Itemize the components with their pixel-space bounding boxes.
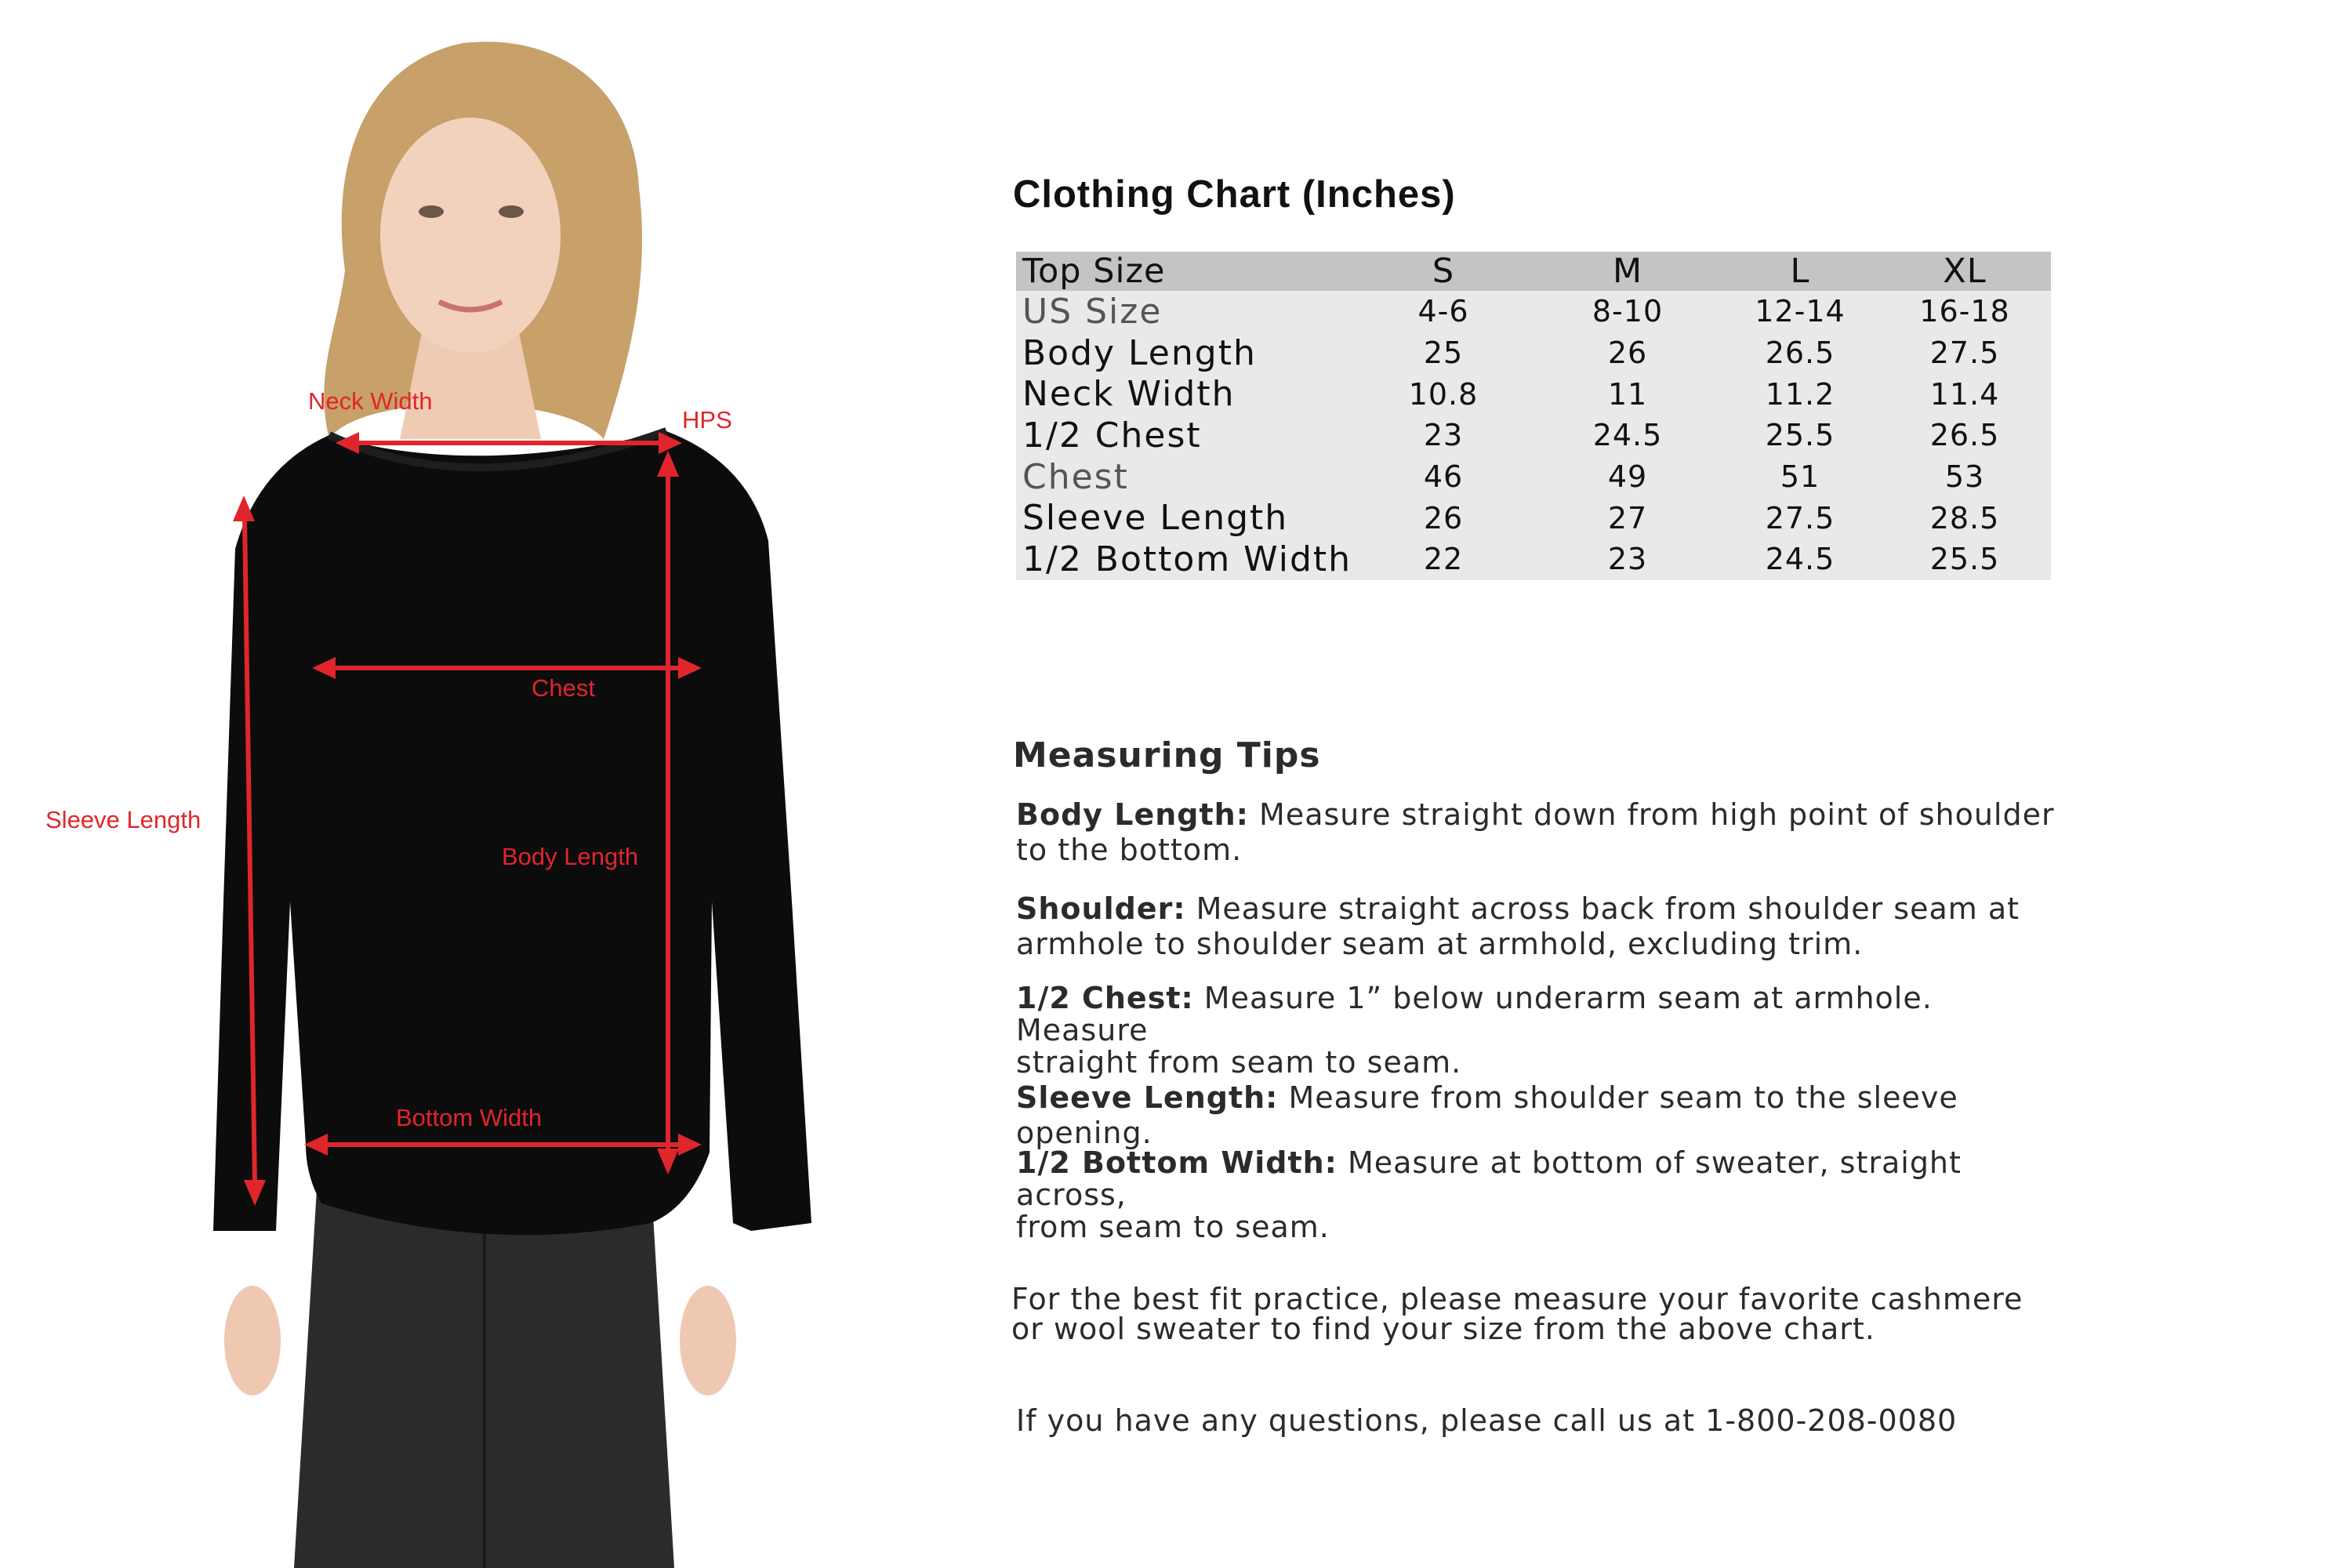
hps-label: HPS <box>682 406 732 434</box>
table-cell: 26 <box>1423 500 1464 535</box>
row-label: Chest <box>1022 456 1129 497</box>
table-cell: 28.5 <box>1929 500 2000 535</box>
table-row <box>1016 497 2051 539</box>
table-row <box>1016 291 2051 332</box>
tip-term: Shoulder: <box>1016 891 1186 926</box>
size-chart-table <box>1016 252 2051 580</box>
row-label: US Size <box>1022 291 1163 332</box>
table-row <box>1016 415 2051 456</box>
table-cell: 16-18 <box>1919 294 2010 329</box>
table-cell: 25.5 <box>1929 542 2000 577</box>
table-cell: 4-6 <box>1417 294 1469 329</box>
table-cell: 51 <box>1780 459 1820 495</box>
table-cell: 24.5 <box>1765 542 1835 577</box>
tip-text: from seam to seam. <box>1016 1210 1330 1244</box>
body-length-label: Body Length <box>502 843 639 870</box>
column-header-label: Top Size <box>1022 252 1166 291</box>
tip-term: Sleeve Length: <box>1016 1080 1279 1115</box>
tip-text: Measure at bottom of sweater, straight across, <box>1016 1145 1962 1212</box>
column-header-size: L <box>1790 252 1810 291</box>
table-cell: 11.4 <box>1929 376 2000 412</box>
tip-body-length <box>1016 797 2067 868</box>
table-cell: 46 <box>1423 459 1464 495</box>
table-cell: 27 <box>1607 500 1648 535</box>
tip-shoulder <box>1016 891 2067 962</box>
bottom-width-label: Bottom Width <box>396 1104 543 1131</box>
table-row <box>1016 539 2051 580</box>
column-header-size: S <box>1432 252 1455 291</box>
fit-note-line: For the best fit practice, please measure your favorite cashmere <box>1011 1282 2024 1316</box>
table-cell: 25.5 <box>1765 418 1835 453</box>
table-cell: 25 <box>1423 336 1464 371</box>
left-hand <box>224 1286 281 1396</box>
face <box>380 118 561 353</box>
tip-text: Measure from shoulder seam to the sleeve opening. <box>1016 1080 1958 1150</box>
column-header-size: XL <box>1943 252 1987 291</box>
tip-term: 1/2 Bottom Width: <box>1016 1145 1338 1180</box>
table-cell: 10.8 <box>1408 376 1479 412</box>
row-label: 1/2 Chest <box>1022 415 1202 456</box>
table-cell: 11.2 <box>1765 376 1835 412</box>
fit-note-line: or wool sweater to find your size from the above chart. <box>1011 1312 1875 1346</box>
contact-note: If you have any questions, please call us at 1-800-208-0080 <box>1016 1403 1958 1438</box>
row-label: Sleeve Length <box>1022 498 1289 539</box>
table-cell: 23 <box>1607 542 1648 577</box>
tip-text: Measure straight across back from shoulder seam at <box>1196 891 2020 926</box>
tip-text: armhole to shoulder seam at armhold, excluding trim. <box>1016 927 1864 961</box>
table-cell: 22 <box>1423 542 1464 577</box>
table-cell: 26 <box>1607 336 1648 371</box>
tip-text: Measure straight down from high point of shoulder <box>1259 797 2055 832</box>
chest-label: Chest <box>532 674 595 702</box>
sleeve-length-label: Sleeve Length <box>45 806 201 833</box>
table-cell: 23 <box>1423 418 1464 453</box>
table-row <box>1016 332 2051 374</box>
table-cell: 53 <box>1944 459 1985 495</box>
tip-text: straight from seam to seam. <box>1016 1045 1462 1080</box>
fit-note <box>1011 1284 2062 1344</box>
tip-term: 1/2 Chest: <box>1016 981 1194 1015</box>
model-figure <box>0 0 964 1568</box>
model-photo-illustration <box>0 0 964 1568</box>
chart-title: Clothing Chart (Inches) <box>1013 173 1456 216</box>
tip-half-chest <box>1016 982 2067 1079</box>
table-cell: 12-14 <box>1755 294 1846 329</box>
tip-half-bottom-width <box>1016 1147 2067 1243</box>
right-hand <box>680 1286 736 1396</box>
table-cell: 26.5 <box>1765 336 1835 371</box>
table-cell: 8-10 <box>1592 294 1664 329</box>
row-label: Neck Width <box>1022 374 1236 415</box>
tip-text: Measure 1” below underarm seam at armhole. Measure <box>1016 981 1933 1047</box>
table-cell: 27.5 <box>1765 500 1835 535</box>
tip-term: Body Length: <box>1016 797 1249 832</box>
row-label: 1/2 Bottom Width <box>1022 539 1352 579</box>
table-row <box>1016 373 2051 415</box>
table-cell: 24.5 <box>1592 418 1663 453</box>
measuring-tips-title: Measuring Tips <box>1013 735 1321 775</box>
tip-sleeve-length <box>1016 1080 2067 1151</box>
neck-width-label: Neck Width <box>308 387 433 415</box>
table-cell: 11 <box>1607 376 1648 412</box>
table-cell: 49 <box>1607 459 1648 495</box>
column-header-size: M <box>1612 252 1643 291</box>
row-label: Body Length <box>1022 332 1257 373</box>
table-header-row <box>1016 252 2051 291</box>
tip-text: to the bottom. <box>1016 833 1243 867</box>
table-row <box>1016 456 2051 498</box>
table-cell: 26.5 <box>1929 418 2000 453</box>
table-cell: 27.5 <box>1929 336 2000 371</box>
